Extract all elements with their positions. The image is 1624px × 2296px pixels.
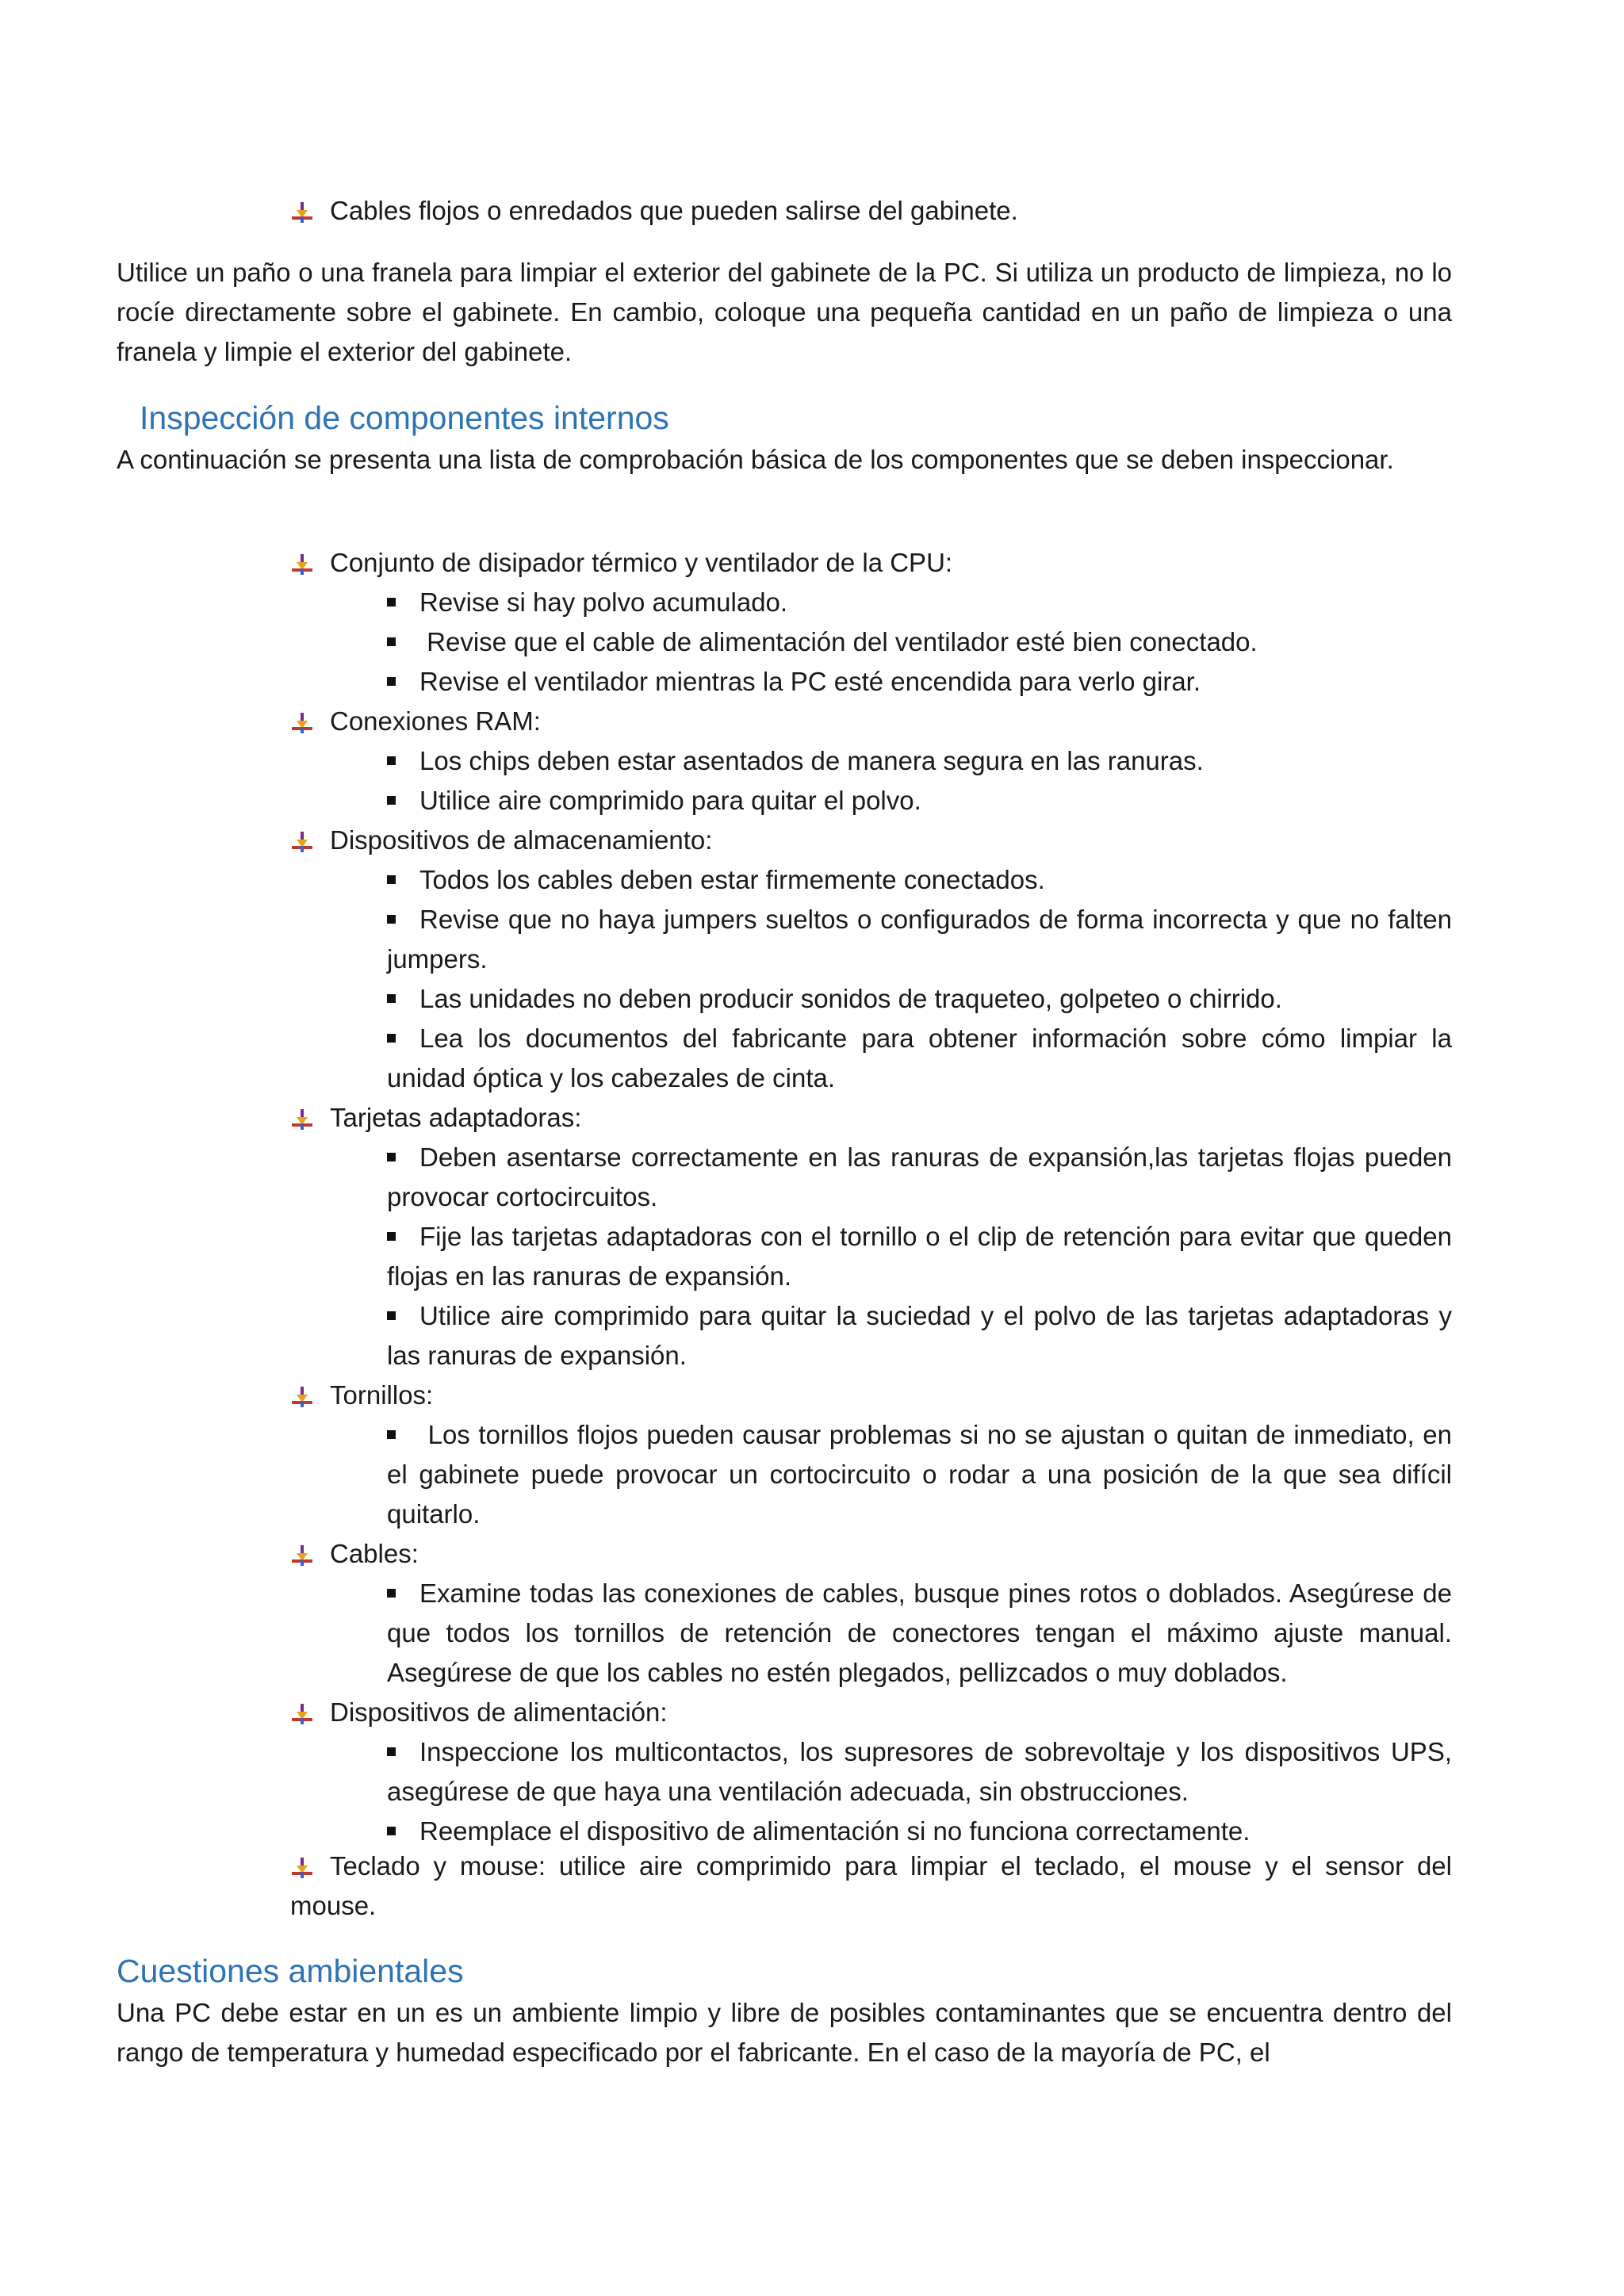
sub-item-text: Todos los cables deben estar firmemente conectados. [419,865,1045,894]
bullet-arrow-icon [290,1702,314,1726]
sub-item-text: Revise si hay polvo acumulado. [419,587,788,617]
bullet-label: Dispositivos de almacenamiento: [330,825,713,855]
bullet-item [290,1098,1452,1138]
sub-item [387,1415,1452,1534]
sub-item-text: Inspeccione los multicontactos, los supresores de sobrevoltaje y los dispositivos UPS, asegúrese de que haya una ventilación adecuada, sin obstrucciones. [387,1737,1452,1806]
bullet-label: Teclado y mouse: utilice aire comprimido para limpiar el teclado, el mouse y el sensor del mouse. [290,1851,1452,1920]
square-bullet-icon [387,1034,396,1043]
sub-item [387,662,1452,702]
sub-item [387,900,1452,979]
sub-item [387,1574,1452,1693]
sub-item [387,583,1452,622]
bullet-arrow-icon [290,1385,314,1409]
sub-item [387,1019,1452,1098]
square-bullet-icon [387,1430,396,1439]
square-bullet-icon [387,1747,396,1756]
bullet-item [290,702,1452,741]
sub-item [387,1812,1452,1851]
square-bullet-icon [387,756,396,765]
section-intro: A continuación se presenta una lista de comprobación básica de los componentes que se deben inspeccionar. [117,445,1394,474]
sub-item [387,1296,1452,1376]
square-bullet-icon [387,677,396,686]
bullet-arrow-icon [290,711,314,735]
bullet-arrow-icon [290,553,314,576]
bullet-item [290,191,1452,231]
bullet-item [290,821,1452,860]
sub-item-text: Los tornillos flojos pueden causar problemas si no se ajustan o quitan de inmediato, en el gabinete puede provocar un cortocircuito o rodar a una posición de la que sea difícil quitarlo. [387,1420,1452,1529]
bullet-item [290,1693,1452,1732]
square-bullet-icon [387,598,396,607]
sub-item-text: Las unidades no deben producir sonidos de traqueteo, golpeteo o chirrido. [419,984,1282,1013]
sub-item-text: Utilice aire comprimido para quitar el polvo. [419,786,921,815]
sub-item-text: Revise el ventilador mientras la PC esté encendida para verlo girar. [419,667,1201,696]
sub-item-text: Examine todas las conexiones de cables, busque pines rotos o doblados. Asegúrese de que todos los tornillos de retención de conectores tengan el máximo ajuste manual. Asegúrese de que los cables no estén plegados, pellizcados o muy doblados. [387,1578,1452,1687]
square-bullet-icon [387,796,396,805]
sub-item-text: Revise que no haya jumpers sueltos o configurados de forma incorrecta y que no falten jumpers. [387,905,1452,974]
bullet-item [290,1534,1452,1574]
sub-item-text: Reemplace el dispositivo de alimentación si no funciona correctamente. [419,1816,1251,1846]
sub-item [387,1732,1452,1812]
square-bullet-icon [387,637,396,646]
sub-item [387,860,1452,900]
square-bullet-icon [387,875,396,884]
square-bullet-icon [387,1232,396,1241]
bullet-label: Tarjetas adaptadoras: [330,1103,582,1132]
sub-item-text: Deben asentarse correctamente en las ranuras de expansión,las tarjetas flojas pueden provocar cortocircuitos. [387,1142,1452,1211]
sub-item [387,781,1452,821]
square-bullet-icon [387,1589,396,1598]
square-bullet-icon [387,1311,396,1320]
bullet-label: Cables flojos o enredados que pueden salirse del gabinete. [330,196,1018,225]
bullet-label: Tornillos: [330,1380,434,1410]
sub-item [387,622,1452,662]
section-paragraph: Una PC debe estar en un es un ambiente limpio y libre de posibles contaminantes que se encuentra dentro del rango de temperatura y humedad especificado por el fabricante. En el caso de la mayoría de PC, el [117,1998,1452,2067]
section-heading: Cuestiones ambientales [117,1953,464,1989]
bullet-item [290,1376,1452,1415]
sub-item [387,979,1452,1019]
square-bullet-icon [387,1827,396,1835]
section-heading: Inspección de componentes internos [140,400,669,436]
sub-item [387,741,1452,781]
square-bullet-icon [387,1153,396,1161]
bullet-arrow-icon [290,1544,314,1567]
intro-paragraph: Utilice un paño o una franela para limpiar el exterior del gabinete de la PC. Si utiliza un producto de limpieza, no lo rocíe directamente sobre el gabinete. En cambio, coloque una pequeña cantidad en un paño de limpieza o una franela y limpie el exterior del gabinete. [117,258,1452,366]
sub-item-text: Fije las tarjetas adaptadoras con el tornillo o el clip de retención para evitar que queden flojas en las ranuras de expansión. [387,1222,1452,1291]
bullet-arrow-icon [290,1108,314,1131]
bullet-label: Conjunto de disipador térmico y ventilador de la CPU: [330,548,953,577]
sub-item-text: Revise que el cable de alimentación del ventilador esté bien conectado. [419,627,1258,656]
sub-item-text: Utilice aire comprimido para quitar la suciedad y el polvo de las tarjetas adaptadoras y las ranuras de expansión. [387,1301,1452,1370]
bullet-item [290,543,1452,583]
bullet-arrow-icon [290,201,314,224]
sub-item-text: Los chips deben estar asentados de manera segura en las ranuras. [419,746,1204,775]
bullet-label: Dispositivos de alimentación: [330,1697,668,1727]
square-bullet-icon [387,994,396,1003]
bullet-label: Conexiones RAM: [330,706,541,736]
bullet-arrow-icon [290,830,314,854]
sub-item-text: Lea los documentos del fabricante para obtener información sobre cómo limpiar la unidad óptica y los cabezales de cinta. [387,1024,1452,1093]
square-bullet-icon [387,915,396,924]
sub-item [387,1217,1452,1296]
sub-item [387,1138,1452,1217]
bullet-label: Cables: [330,1539,419,1568]
